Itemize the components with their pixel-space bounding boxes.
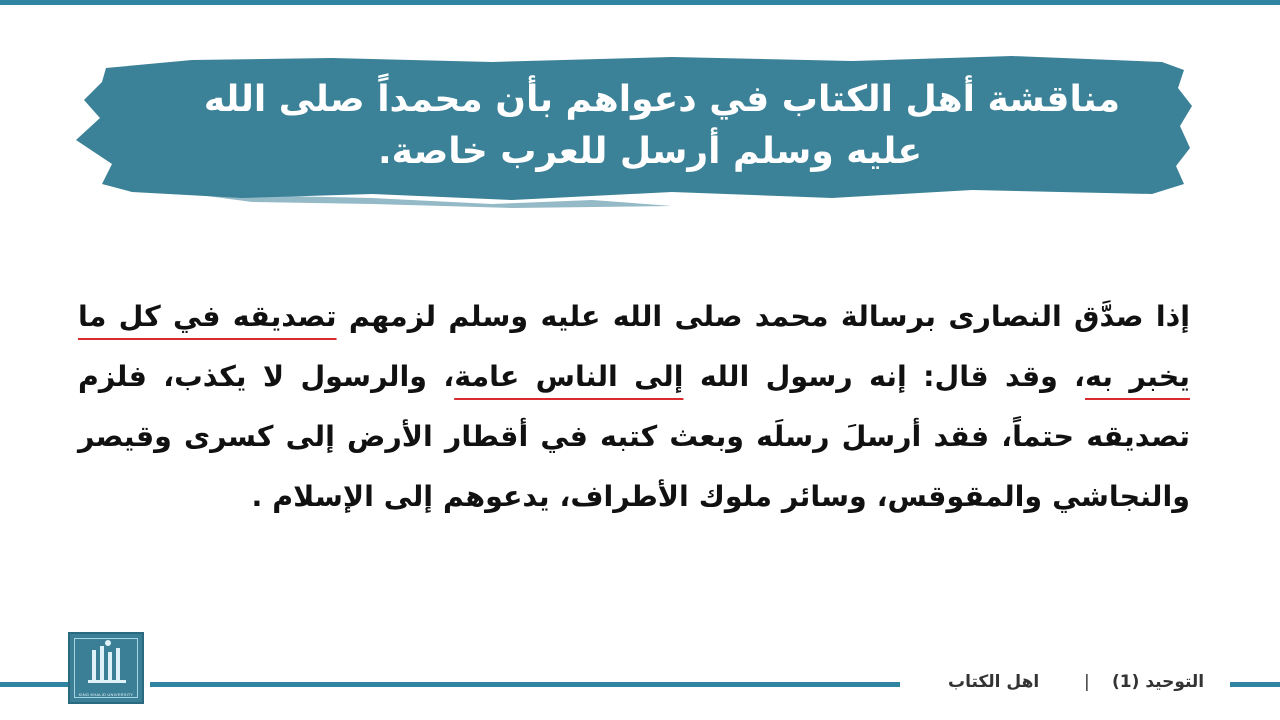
university-logo: [68, 632, 144, 704]
footer-separator: |: [1084, 672, 1090, 692]
body-paragraph: [78, 287, 1190, 527]
body-text-segment: إذا صدَّق النصارى برسالة محمد صلى الله عليه وسلم لزمهم: [336, 300, 1191, 333]
body-text-segment: ، وقد قال: إنه رسول الله: [683, 360, 1086, 393]
underlined-phrase: يخبر به: [1085, 360, 1190, 393]
body-text-segment: ، والرسول لا يكذب، فلزم تصديقه حتماً، فقد أرسلَ رسلَه وبعث كتبه في أقطار الأرض إلى كسرى وقيصر والنجاشي والمقوقس، وسائر ملوك الأطراف، يدعوهم إلى الإسلام .: [78, 360, 1190, 513]
underlined-phrase: تصديقه في كل ما: [78, 300, 337, 333]
bottom-accent-line-left: [0, 682, 68, 687]
footer-topic: اهل الكتاب: [948, 672, 1040, 692]
slide-title: [120, 74, 1120, 178]
top-accent-bar: [0, 0, 1280, 5]
title-line-1: مناقشة أهل الكتاب في دعواهم بأن محمداً صلى الله: [203, 79, 1120, 120]
footer-course-title: التوحيد (1): [1112, 672, 1205, 692]
title-line-2: عليه وسلم أرسل للعرب خاصة.: [377, 131, 923, 172]
logo-caption: KING KHALID UNIVERSITY: [78, 692, 134, 697]
underlined-phrase: إلى الناس عامة: [454, 360, 684, 393]
